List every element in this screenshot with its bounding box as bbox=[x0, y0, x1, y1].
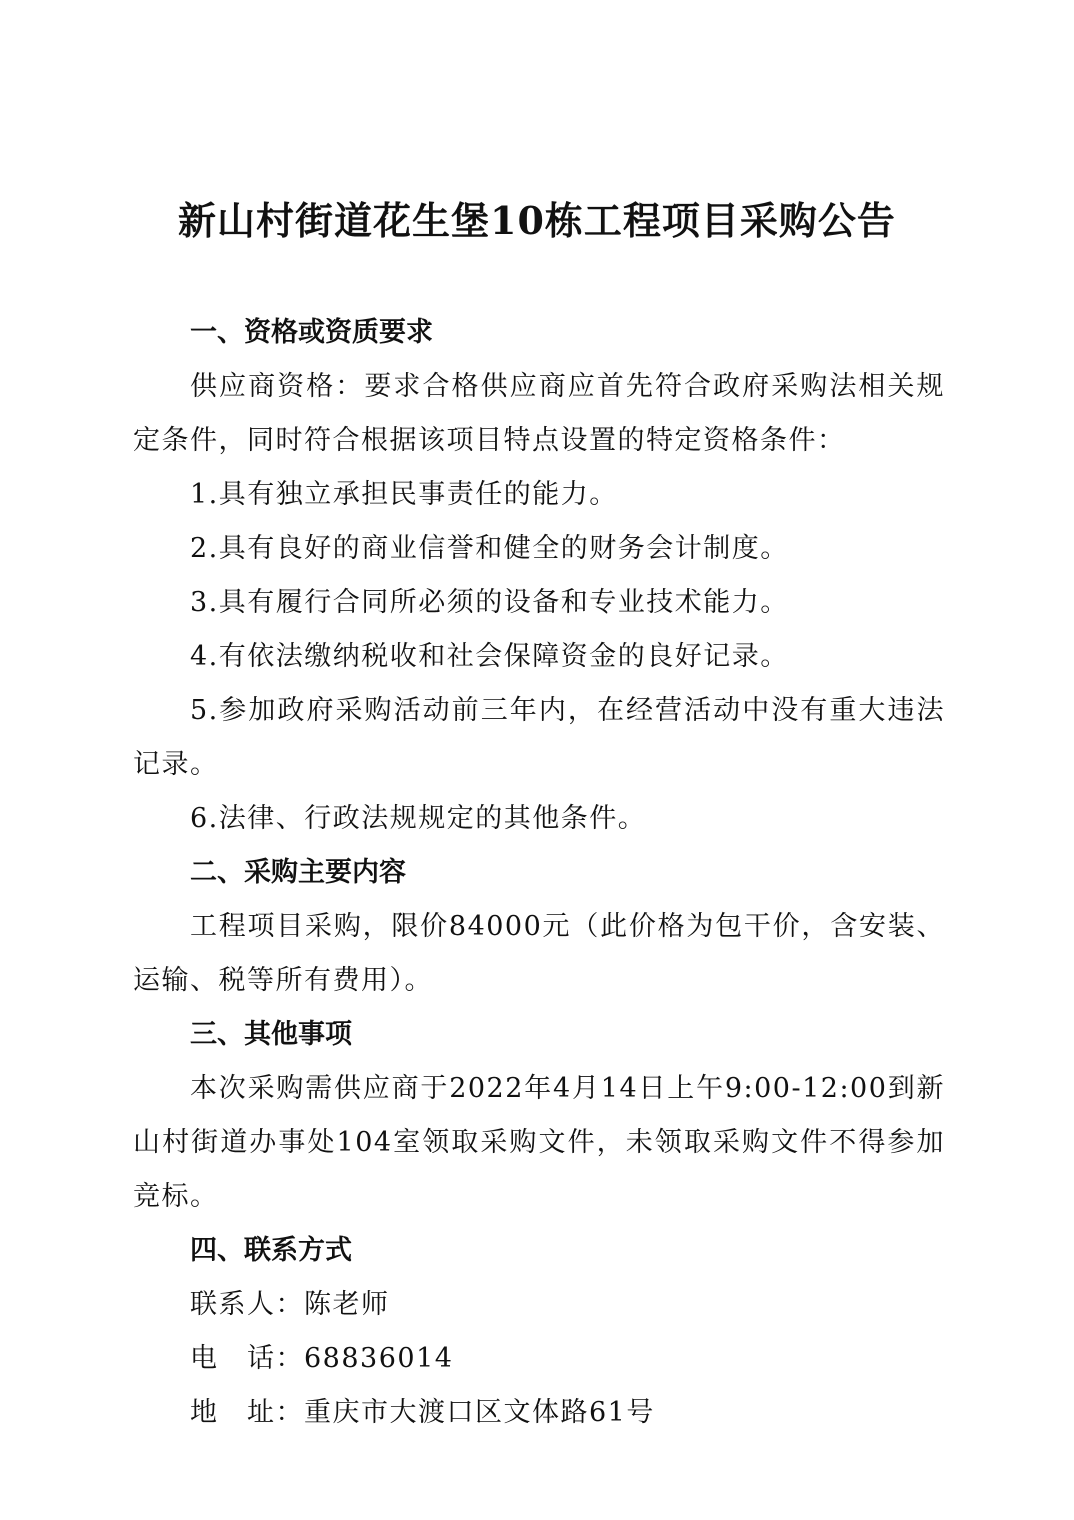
section-heading-contact: 四、联系方式 bbox=[190, 1235, 352, 1266]
contact-phone-label: 电 话： bbox=[190, 1343, 304, 1374]
contact-phone-row bbox=[133, 1332, 945, 1386]
contact-address-value: 重庆市大渡口区文体路61号 bbox=[304, 1397, 655, 1428]
other-matters-text: 本次采购需供应商于2022年4月14日上午9:00-12:00到新山村街道办事处104室领取采购文件，未领取采购文件不得参加竞标。 bbox=[133, 1073, 945, 1212]
contact-address-row bbox=[133, 1386, 945, 1440]
section-heading-other: 三、其他事项 bbox=[190, 1019, 352, 1050]
contact-person-value: 陈老师 bbox=[304, 1289, 390, 1320]
contact-phone-value: 68836014 bbox=[304, 1343, 454, 1374]
page-title: 新山村街道花生堡10栋工程项目采购公告 bbox=[178, 198, 896, 243]
document-body bbox=[133, 306, 945, 1440]
qualification-item: 2.具有良好的商业信誉和健全的财务会计制度。 bbox=[190, 533, 789, 564]
contact-address-label: 地 址： bbox=[190, 1397, 304, 1428]
qualification-item: 5.参加政府采购活动前三年内，在经营活动中没有重大违法记录。 bbox=[133, 695, 945, 780]
section-heading-qualification: 一、资格或资质要求 bbox=[190, 317, 433, 348]
qualification-intro: 供应商资格：要求合格供应商应首先符合政府采购法相关规定条件，同时符合根据该项目特点设置的特定资格条件： bbox=[133, 371, 945, 456]
qualification-item: 4.有依法缴纳税收和社会保障资金的良好记录。 bbox=[190, 641, 789, 672]
contact-person-row bbox=[133, 1278, 945, 1332]
qualification-item: 3.具有履行合同所必须的设备和专业技术能力。 bbox=[190, 587, 789, 618]
qualification-item: 1.具有独立承担民事责任的能力。 bbox=[190, 479, 618, 510]
section-heading-content: 二、采购主要内容 bbox=[190, 857, 406, 888]
procurement-content-text: 工程项目采购，限价84000元（此价格为包干价，含安装、运输、税等所有费用）。 bbox=[133, 911, 945, 996]
contact-person-label: 联系人： bbox=[190, 1289, 304, 1320]
qualification-item: 6.法律、行政法规规定的其他条件。 bbox=[190, 803, 647, 834]
